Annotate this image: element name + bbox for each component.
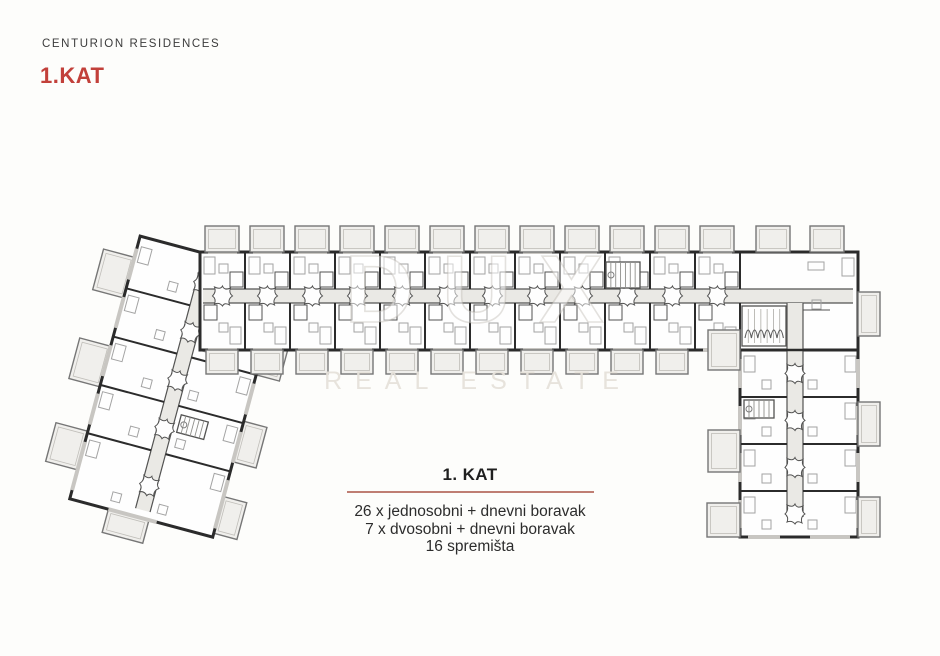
floor-title: 1.KAT: [40, 63, 105, 88]
summary-line-3: 16 spremišta: [425, 538, 515, 555]
watermark-subtitle: REAL ESTATE: [324, 367, 632, 395]
floor-summary: [0, 464, 940, 556]
watermark-logo-text: DUX: [344, 236, 632, 343]
summary-title: 1. KAT: [442, 465, 498, 484]
brand-title: CENTURION RESIDENCES: [42, 38, 221, 50]
summary-lines: [354, 503, 585, 556]
summary-line-2: 7 x dvosobni + dnevni boravak: [365, 520, 575, 538]
summary-line-1: 26 x jednosobni + dnevni boravak: [354, 503, 586, 520]
summary-divider: [347, 491, 594, 493]
